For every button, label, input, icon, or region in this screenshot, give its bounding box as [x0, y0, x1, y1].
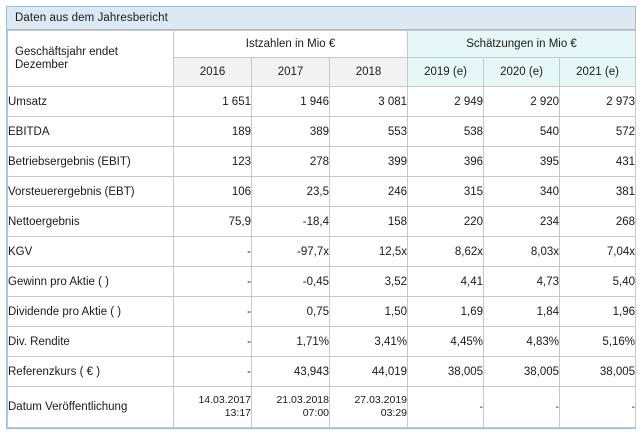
cell-value: 246: [330, 177, 408, 207]
cell-value: 220: [408, 207, 484, 237]
row-label: Vorsteuerergebnis (EBT): [8, 177, 174, 207]
cell-value: 399: [330, 147, 408, 177]
cell-value: 4,73: [484, 267, 560, 297]
cell-value: 2 973: [560, 87, 636, 117]
group-header-actuals: Istzahlen in Mio €: [174, 31, 408, 58]
cell-value: 21.03.2018 07:00: [252, 387, 330, 428]
cell-value: 4,45%: [408, 327, 484, 357]
cell-value: 106: [174, 177, 252, 207]
fiscal-year-label-line2: Dezember: [15, 58, 69, 71]
cell-value: -: [560, 387, 636, 428]
row-label: Betriebsergebnis (EBIT): [8, 147, 174, 177]
fiscal-year-label: [8, 40, 173, 78]
table-row: [8, 87, 636, 117]
cell-value: 38,005: [408, 357, 484, 387]
panel-title: Daten aus dem Jahresbericht: [7, 7, 635, 30]
cell-value: 5,40: [560, 267, 636, 297]
cell-value: -: [174, 357, 252, 387]
cell-value: 340: [484, 177, 560, 207]
cell-value: 8,03x: [484, 237, 560, 267]
table-row: [8, 267, 636, 297]
cell-value: -18,4: [252, 207, 330, 237]
table-row: [8, 387, 636, 428]
row-label: Umsatz: [8, 87, 174, 117]
table-row: [8, 297, 636, 327]
cell-value: -97,7x: [252, 237, 330, 267]
cell-value: 1 651: [174, 87, 252, 117]
row-label: KGV: [8, 237, 174, 267]
row-label: Gewinn pro Aktie ( ): [8, 267, 174, 297]
table-row: [8, 147, 636, 177]
row-label: Div. Rendite: [8, 327, 174, 357]
financial-table: [7, 30, 636, 428]
cell-value: 8,62x: [408, 237, 484, 267]
row-label: Dividende pro Aktie ( ): [8, 297, 174, 327]
table-row: [8, 327, 636, 357]
cell-value: -: [174, 267, 252, 297]
cell-value: 43,943: [252, 357, 330, 387]
row-label: EBITDA: [8, 117, 174, 147]
cell-value: 553: [330, 117, 408, 147]
cell-value: 572: [560, 117, 636, 147]
annual-report-panel: [6, 6, 636, 429]
cell-value: 4,41: [408, 267, 484, 297]
cell-value: 2 949: [408, 87, 484, 117]
table-row: [8, 357, 636, 387]
cell-value: 431: [560, 147, 636, 177]
table-group-header-row: [8, 31, 636, 58]
cell-value: 538: [408, 117, 484, 147]
cell-value: -: [174, 297, 252, 327]
column-header-2021e: 2021 (e): [560, 58, 636, 87]
cell-value: 0,75: [252, 297, 330, 327]
cell-value: 189: [174, 117, 252, 147]
cell-value: 23,5: [252, 177, 330, 207]
column-header-2019e: 2019 (e): [408, 58, 484, 87]
cell-value: -: [174, 237, 252, 267]
cell-value: -: [174, 327, 252, 357]
cell-value: 7,04x: [560, 237, 636, 267]
cell-value: 1,69: [408, 297, 484, 327]
cell-value: 396: [408, 147, 484, 177]
cell-value: 123: [174, 147, 252, 177]
cell-value: 44,019: [330, 357, 408, 387]
cell-value: 1,84: [484, 297, 560, 327]
cell-value: -: [408, 387, 484, 428]
column-header-2018: 2018: [330, 58, 408, 87]
cell-value: 381: [560, 177, 636, 207]
cell-value: 234: [484, 207, 560, 237]
cell-value: 27.03.2019 03:29: [330, 387, 408, 428]
cell-value: 4,83%: [484, 327, 560, 357]
row-label: Datum Veröffentlichung: [8, 387, 174, 428]
table-row: [8, 117, 636, 147]
cell-value: 3 081: [330, 87, 408, 117]
cell-value: -: [484, 387, 560, 428]
cell-value: 395: [484, 147, 560, 177]
cell-value: 1 946: [252, 87, 330, 117]
corner-cell: [8, 31, 174, 87]
cell-value: 14.03.2017 13:17: [174, 387, 252, 428]
fiscal-year-label-line1: Geschäftsjahr endet: [15, 45, 118, 58]
column-header-2016: 2016: [174, 58, 252, 87]
cell-value: 1,96: [560, 297, 636, 327]
cell-value: 3,41%: [330, 327, 408, 357]
cell-value: 1,50: [330, 297, 408, 327]
cell-value: 1,71%: [252, 327, 330, 357]
table-row: [8, 237, 636, 267]
cell-value: 5,16%: [560, 327, 636, 357]
cell-value: -0,45: [252, 267, 330, 297]
table-row: [8, 207, 636, 237]
row-label: Nettoergebnis: [8, 207, 174, 237]
column-header-2020e: 2020 (e): [484, 58, 560, 87]
table-row: [8, 177, 636, 207]
column-header-2017: 2017: [252, 58, 330, 87]
cell-value: 38,005: [560, 357, 636, 387]
cell-value: 75,9: [174, 207, 252, 237]
cell-value: 540: [484, 117, 560, 147]
cell-value: 3,52: [330, 267, 408, 297]
cell-value: 38,005: [484, 357, 560, 387]
cell-value: 315: [408, 177, 484, 207]
cell-value: 12,5x: [330, 237, 408, 267]
cell-value: 158: [330, 207, 408, 237]
cell-value: 278: [252, 147, 330, 177]
group-header-estimates: Schätzungen in Mio €: [408, 31, 636, 58]
cell-value: 268: [560, 207, 636, 237]
cell-value: 389: [252, 117, 330, 147]
cell-value: 2 920: [484, 87, 560, 117]
row-label: Referenzkurs ( € ): [8, 357, 174, 387]
